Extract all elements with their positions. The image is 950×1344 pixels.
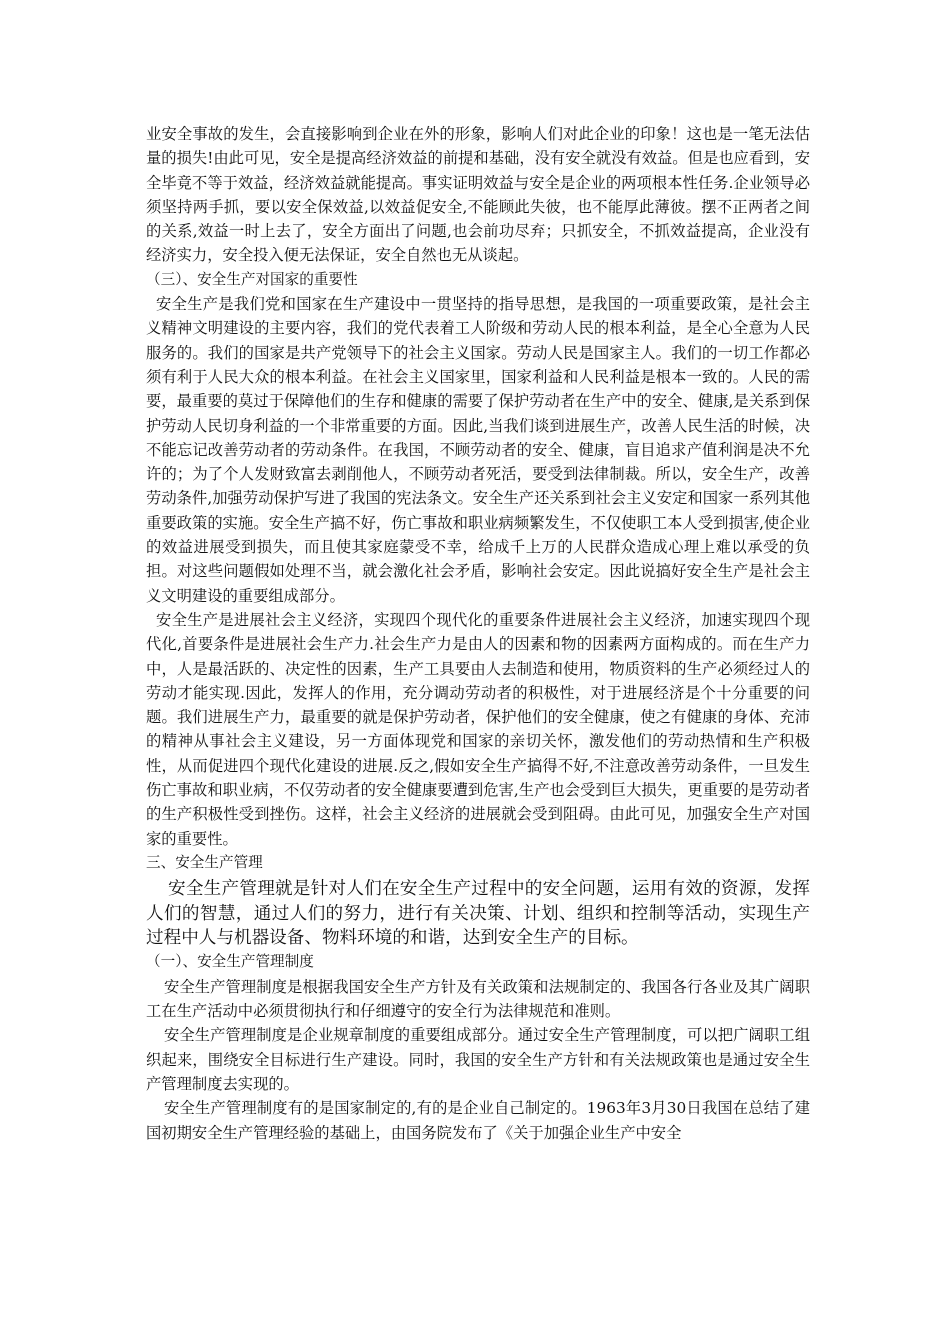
paragraph-system-definition: 安全生产管理制度是根据我国安全生产方针及有关政策和法规制定的、我国各行各业及其广阔职工在生产活动中必须贯彻执行和仔细遵守的安全行为法律规范和准则。 (146, 977, 810, 1021)
paragraph-socialist-economy: 安全生产是进展社会主义经济，实现四个现代化的重要条件进展社会主义经济，加速实现四个现代化,首要条件是进展社会生产力.社会生产力是由人的因素和物的因素两方面构成的。而在生产力中，人是最活跃的、决定性的因素，生产工具要由人去制造和使用，物质资料的生产必须经过人的劳动才能实现.因此，发挥人的作用，充分调动劳动者的积极性，对于进展经济是个十分重要的问题。我们进展生产力，最重要的就是保护劳动者，保护他们的安全健康，使之有健康的身体、充沛的精神从事社会主义建设，另一方面体现党和国家的亲切关怀，激发他们的劳动热情和生产积极性，从而促进四个现代化建设的进展.反之,假如安全生产搞得不好,不注意改善劳动条件，一旦发生伤亡事故和职业病，不仅劳动者的安全健康要遭到危害,生产也会受到巨大损失，更重要的是劳动者的生产积极性受到挫伤。这样，社会主义经济的进展就会受到阻碍。由此可见，加强安全生产对国家的重要性。 (146, 610, 810, 848)
paragraph-system-origin: 安全生产管理制度有的是国家制定的,有的是企业自己制定的。1963年3月30日我国在总结了建国初期安全生产管理经验的基础上，由国务院发布了《关于加强企业生产中安全 (146, 1099, 810, 1142)
paragraph-efficiency-safety: 业安全事故的发生，会直接影响到企业在外的形象，影响人们对此企业的印象！这也是一笔无法估量的损失!由此可见，安全是提高经济效益的前提和基础，没有安全就没有效益。但是也应看到，安全毕竟不等于效益，经济效益就能提高。事实证明效益与安全是企业的两项根本性任务.企业领导必须坚持两手抓，要以安全保效益,以效益促安全,不能顾此失彼，也不能厚此薄彼。摆不正两者之间的关系,效益一时上去了，安全方面出了问题,也会前功尽弃；只抓安全，不抓效益提高，企业没有经济实力，安全投入便无法保证，安全自然也无从谈起。 (146, 125, 810, 265)
paragraph-system-component: 安全生产管理制度是企业规章制度的重要组成部分。通过安全生产管理制度，可以把广阔职工组织起来，围绕安全目标进行生产建设。同时，我国的安全生产方针和有关法规政策也是通过安全生产管理制度去实现的。 (146, 1026, 810, 1093)
paragraph-management-definition: 安全生产管理就是针对人们在安全生产过程中的安全问题，运用有效的资源，发挥人们的智慧，通过人们的努力，进行有关决策、计划、组织和控制等活动，实现生产过程中人与机器设备、物料环境的和谐，达到安全生产的目标。 (146, 879, 810, 949)
paragraph-party-policy: 安全生产是我们党和国家在生产建设中一贯坚持的指导思想，是我国的一项重要政策，是社会主义精神文明建设的主要内容，我们的党代表着工人阶级和劳动人民的根本利益，是全心全意为人民服务的。我们的国家是共产党领导下的社会主义国家。劳动人民是国家主人。我们的一切工作都必须有利于人民大众的根本利益。在社会主义国家里，国家利益和人民利益是根本一致的。人民的需要，最重要的莫过于保障他们的生存和健康的需要了保护劳动者在生产中的安全、健康,是关系到保护劳动人民切身利益的一个非常重要的方面。因此,当我们谈到进展生产，改善人民生活的时候，决不能忘记改善劳动者的劳动条件。在我国，不顾劳动者的安全、健康，盲目追求产值利润是决不允许的；为了个人发财致富去剥削他人，不顾劳动者死活，要受到法律制裁。所以，安全生产，改善劳动条件,加强劳动保护写进了我国的宪法条文。安全生产还关系到社会主义安定和国家一系列其他重要政策的实施。安全生产搞不好，伤亡事故和职业病频繁发生，不仅使职工本人受到损害,使企业的效益进展受到损失，而且使其家庭蒙受不幸，给成千上万的人民群众造成心理上难以承受的负担。对这些问题假如处理不当，就会激化社会矛盾，影响社会安定。因此说搞好安全生产是社会主义文明建设的重要组成部分。 (146, 295, 810, 605)
document-page (146, 122, 810, 1145)
heading-management-system: （一）、安全生产管理制度 (146, 953, 314, 971)
heading-safety-management: 三、安全生产管理 (146, 853, 263, 871)
heading-national-importance: （三）、安全生产对国家的重要性 (146, 270, 358, 288)
